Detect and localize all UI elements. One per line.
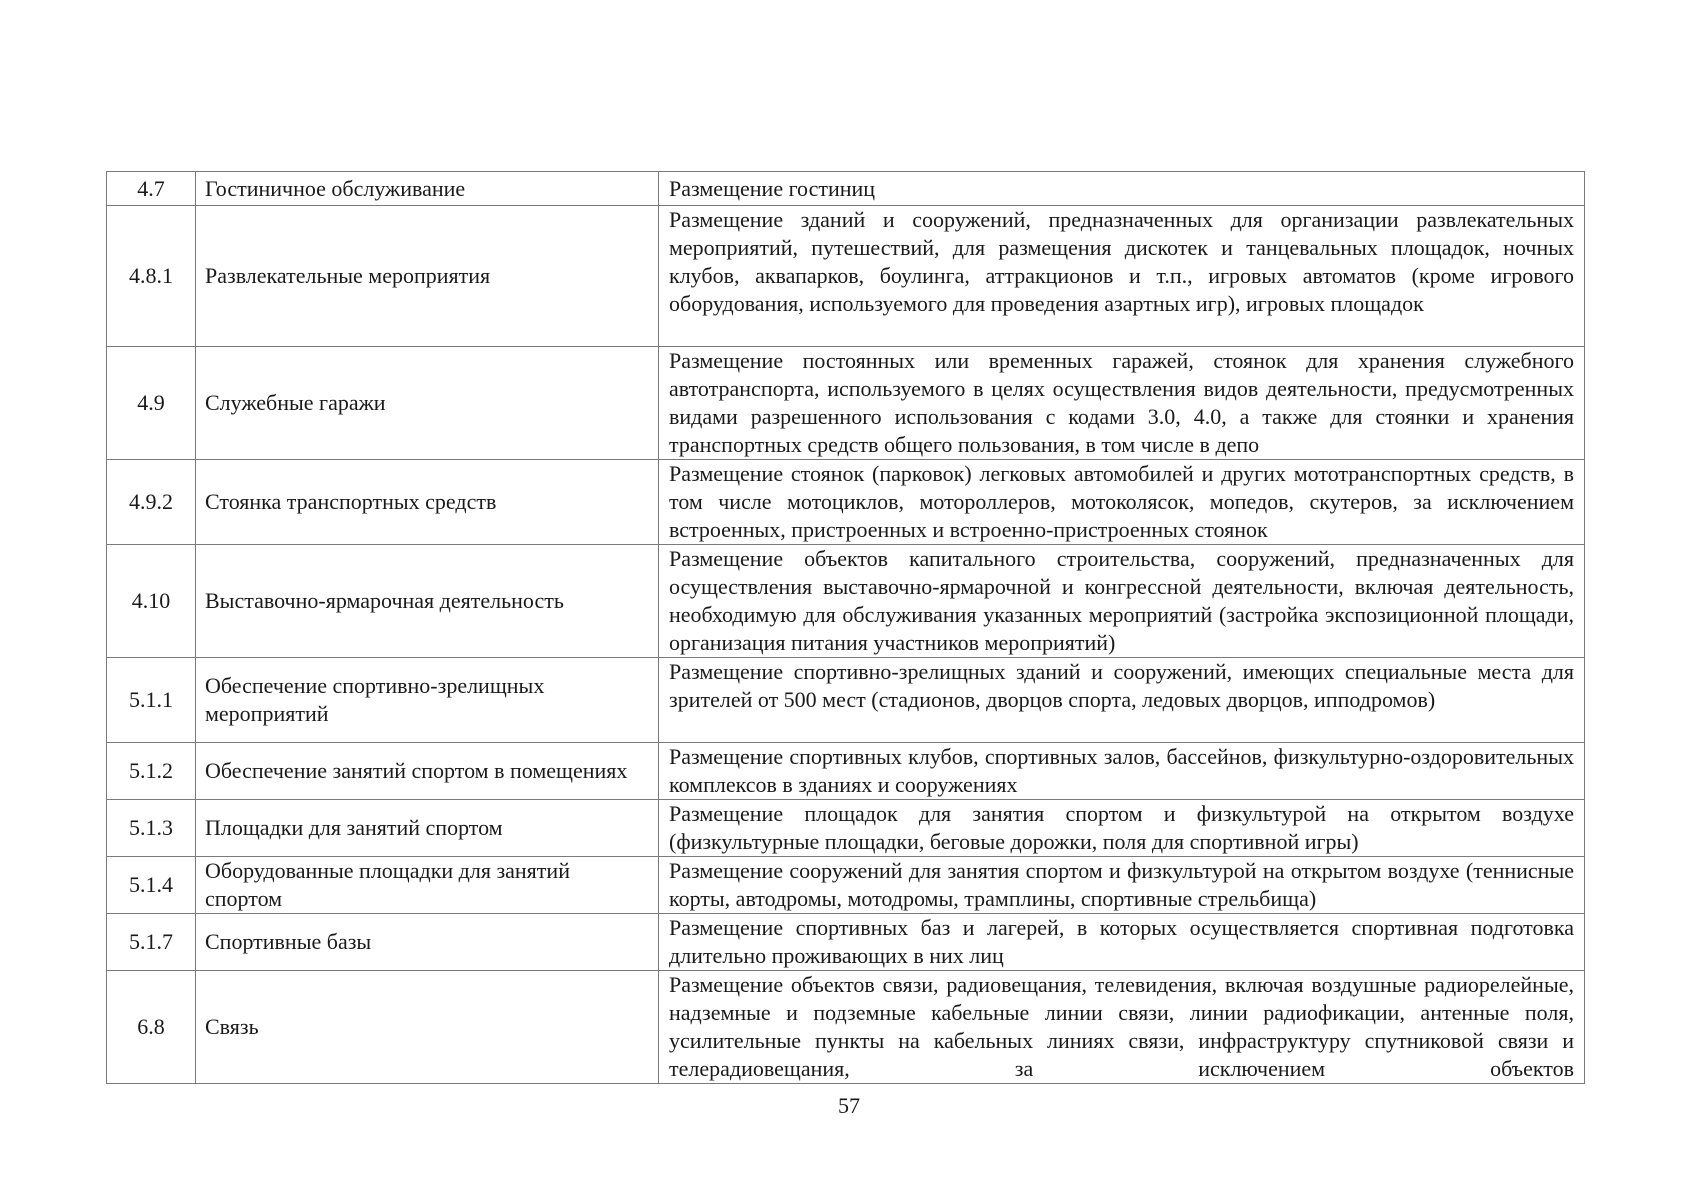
row-description: Размещение объектов связи, радиовещания, телевидения, включая воздушные радиорелейные, надземные и подземные кабельные линии связи, линии радиофикации, антенные поля, усилительные пункты на кабельных линиях связи, инфраструктуру спутниковой связи и телерадиовещания, за исключением объектов [659,971,1585,1084]
row-code: 5.1.3 [107,800,196,857]
row-description: Размещение объектов капитального строительства, сооружений, предназначенных для осуществления выставочно-ярмарочной и конгрессной деятельности, включая деятельность, необходимую для обслуживания указанных мероприятий (застройка экспозиционной площади, организация питания участников мероприятий) [659,545,1585,658]
table-row [107,658,1585,743]
row-name: Обеспечение спортивно-зрелищных мероприятий [196,658,659,743]
table-row [107,172,1585,206]
row-description: Размещение площадок для занятия спортом и физкультурой на открытом воздухе (физкультурные площадки, беговые дорожки, поля для спортивной игры) [659,800,1585,857]
table-row [107,914,1585,971]
row-code: 5.1.2 [107,743,196,800]
row-code: 4.9.2 [107,460,196,545]
row-name: Связь [196,971,659,1084]
table-row [107,347,1585,460]
row-name: Гостиничное обслуживание [196,172,659,206]
row-description: Размещение постоянных или временных гаражей, стоянок для хранения служебного автотранспорта, используемого в целях осуществления видов деятельности, предусмотренных видами разрешенного использования с кодами 3.0, 4.0, а также для стоянки и хранения транспортных средств общего пользования, в том числе в депо [659,347,1585,460]
row-name: Обеспечение занятий спортом в помещениях [196,743,659,800]
row-description: Размещение гостиниц [659,172,1585,206]
land-use-table [106,171,1585,1084]
table-row [107,743,1585,800]
row-code: 4.8.1 [107,206,196,347]
table-row [107,971,1585,1084]
row-description: Размещение спортивно-зрелищных зданий и сооружений, имеющих специальные места для зрителей от 500 мест (стадионов, дворцов спорта, ледовых дворцов, ипподромов) [659,658,1585,743]
row-code: 5.1.7 [107,914,196,971]
table-row [107,857,1585,914]
table-row [107,800,1585,857]
row-code: 4.7 [107,172,196,206]
table-row [107,545,1585,658]
row-description: Размещение стоянок (парковок) легковых автомобилей и других мототранспортных средств, в том числе мотоциклов, мотороллеров, мотоколясок, мопедов, скутеров, за исключением встроенных, пристроенных и встроенно-пристроенных стоянок [659,460,1585,545]
table-row [107,206,1585,347]
row-description: Размещение спортивных клубов, спортивных залов, бассейнов, физкультурно-оздоровительных комплексов в зданиях и сооружениях [659,743,1585,800]
row-code: 5.1.1 [107,658,196,743]
row-name: Служебные гаражи [196,347,659,460]
row-name: Стоянка транспортных средств [196,460,659,545]
row-description: Размещение зданий и сооружений, предназначенных для организации развлекательных мероприятий, путешествий, для размещения дискотек и танцевальных площадок, ночных клубов, аквапарков, боулинга, аттракционов и т.п., игровых автоматов (кроме игрового оборудования, используемого для проведения азартных игр), игровых площадок [659,206,1585,347]
row-description: Размещение спортивных баз и лагерей, в которых осуществляется спортивная подготовка длительно проживающих в них лиц [659,914,1585,971]
row-name: Выставочно-ярмарочная деятельность [196,545,659,658]
row-code: 4.10 [107,545,196,658]
row-name: Развлекательные мероприятия [196,206,659,347]
row-code: 5.1.4 [107,857,196,914]
page-number: 57 [838,1093,860,1118]
row-description: Размещение сооружений для занятия спортом и физкультурой на открытом воздухе (теннисные корты, автодромы, мотодромы, трамплины, спортивные стрельбища) [659,857,1585,914]
table-row [107,460,1585,545]
row-code: 4.9 [107,347,196,460]
row-code: 6.8 [107,971,196,1084]
row-name: Оборудованные площадки для занятий спортом [196,857,659,914]
row-name: Спортивные базы [196,914,659,971]
row-name: Площадки для занятий спортом [196,800,659,857]
